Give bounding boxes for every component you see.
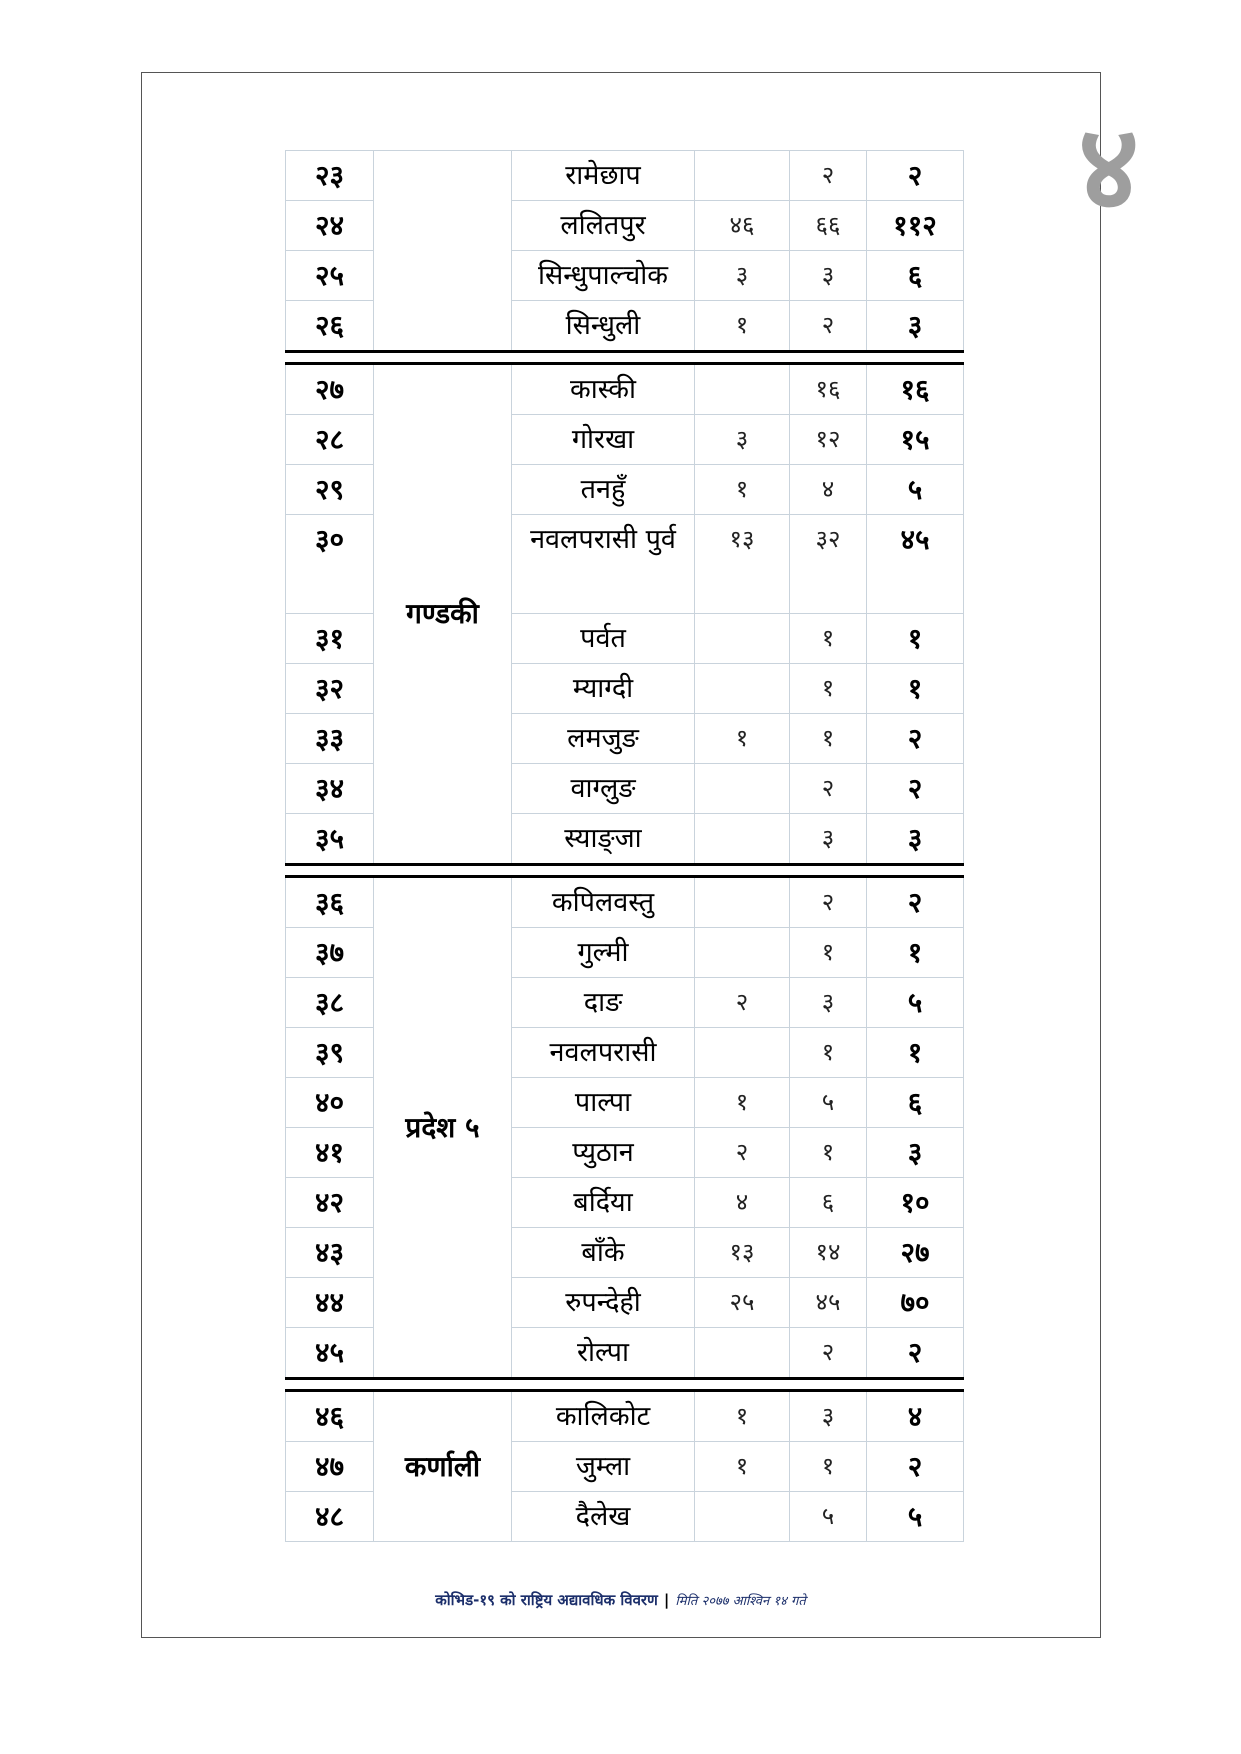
value-total: ६ bbox=[867, 251, 964, 301]
serial-number: ४३ bbox=[286, 1228, 374, 1278]
value-col-2: ४ bbox=[790, 465, 867, 515]
value-col-1 bbox=[695, 877, 790, 928]
section-divider bbox=[286, 352, 964, 364]
serial-number: २३ bbox=[286, 151, 374, 201]
serial-number: ३९ bbox=[286, 1028, 374, 1078]
value-col-2: २ bbox=[790, 1328, 867, 1379]
covid-district-table bbox=[285, 150, 964, 1542]
value-col-1 bbox=[695, 1328, 790, 1379]
serial-number: २९ bbox=[286, 465, 374, 515]
value-col-1: १ bbox=[695, 301, 790, 352]
value-col-2: १ bbox=[790, 714, 867, 764]
value-col-1: १३ bbox=[695, 515, 790, 614]
value-total: १ bbox=[867, 928, 964, 978]
value-col-1 bbox=[695, 364, 790, 415]
serial-number: ४४ bbox=[286, 1278, 374, 1328]
value-col-2: २ bbox=[790, 151, 867, 201]
district-name: गुल्मी bbox=[512, 928, 695, 978]
value-col-1 bbox=[695, 1028, 790, 1078]
value-col-1 bbox=[695, 814, 790, 865]
value-total: ४ bbox=[867, 1391, 964, 1442]
serial-number: ३८ bbox=[286, 978, 374, 1028]
section-divider bbox=[286, 865, 964, 877]
district-name: सिन्धुपाल्चोक bbox=[512, 251, 695, 301]
district-name: गोरखा bbox=[512, 415, 695, 465]
value-col-2: ६ bbox=[790, 1178, 867, 1228]
value-col-1: ४६ bbox=[695, 201, 790, 251]
value-col-2: १ bbox=[790, 664, 867, 714]
district-name: ललितपुर bbox=[512, 201, 695, 251]
value-col-2: १२ bbox=[790, 415, 867, 465]
district-name: नवलपरासी bbox=[512, 1028, 695, 1078]
value-total: ५ bbox=[867, 465, 964, 515]
district-name: कास्की bbox=[512, 364, 695, 415]
value-total: ११२ bbox=[867, 201, 964, 251]
district-name: तनहुँ bbox=[512, 465, 695, 515]
value-col-1: ३ bbox=[695, 415, 790, 465]
district-name: स्याङ्जा bbox=[512, 814, 695, 865]
value-total: १६ bbox=[867, 364, 964, 415]
district-name: सिन्धुली bbox=[512, 301, 695, 352]
district-name: रुपन्देही bbox=[512, 1278, 695, 1328]
page-footer bbox=[0, 1590, 1241, 1610]
table-row bbox=[286, 151, 964, 201]
district-name: रामेछाप bbox=[512, 151, 695, 201]
value-total: ३ bbox=[867, 301, 964, 352]
district-name: म्याग्दी bbox=[512, 664, 695, 714]
value-col-2: १ bbox=[790, 1442, 867, 1492]
value-col-1 bbox=[695, 664, 790, 714]
district-name: कालिकोट bbox=[512, 1391, 695, 1442]
footer-separator: | bbox=[663, 1591, 670, 1609]
district-name: दैलेख bbox=[512, 1492, 695, 1542]
serial-number: ३० bbox=[286, 515, 374, 614]
serial-number: ३२ bbox=[286, 664, 374, 714]
province-cell bbox=[374, 151, 512, 352]
table-row bbox=[286, 364, 964, 415]
value-col-2: ३ bbox=[790, 978, 867, 1028]
value-total: ३ bbox=[867, 1128, 964, 1178]
value-col-2: १ bbox=[790, 614, 867, 664]
province-name: प्रदेश ५ bbox=[374, 877, 512, 1379]
province-name: कर्णाली bbox=[374, 1391, 512, 1542]
serial-number: ३१ bbox=[286, 614, 374, 664]
value-col-2: ५ bbox=[790, 1492, 867, 1542]
footer-title: कोभिड-१९ को राष्ट्रिय अद्यावधिक विवरण bbox=[435, 1591, 658, 1609]
value-col-1 bbox=[695, 151, 790, 201]
value-col-1: २ bbox=[695, 978, 790, 1028]
serial-number: ४२ bbox=[286, 1178, 374, 1228]
district-name: बर्दिया bbox=[512, 1178, 695, 1228]
serial-number: २८ bbox=[286, 415, 374, 465]
serial-number: ४५ bbox=[286, 1328, 374, 1379]
value-total: ५ bbox=[867, 1492, 964, 1542]
value-total: ४५ bbox=[867, 515, 964, 614]
value-col-1: १ bbox=[695, 465, 790, 515]
value-col-1: १३ bbox=[695, 1228, 790, 1278]
value-col-2: ५ bbox=[790, 1078, 867, 1128]
table-body bbox=[286, 151, 964, 1542]
district-name: दाङ bbox=[512, 978, 695, 1028]
serial-number: २७ bbox=[286, 364, 374, 415]
value-total: १ bbox=[867, 614, 964, 664]
value-total: १ bbox=[867, 1028, 964, 1078]
value-total: २ bbox=[867, 1442, 964, 1492]
serial-number: ३३ bbox=[286, 714, 374, 764]
value-col-2: ३ bbox=[790, 814, 867, 865]
serial-number: ४८ bbox=[286, 1492, 374, 1542]
value-col-2: ६६ bbox=[790, 201, 867, 251]
value-col-1 bbox=[695, 764, 790, 814]
value-col-1: १ bbox=[695, 1391, 790, 1442]
value-col-2: १ bbox=[790, 928, 867, 978]
value-total: १ bbox=[867, 664, 964, 714]
district-name: वाग्लुङ bbox=[512, 764, 695, 814]
value-col-1 bbox=[695, 614, 790, 664]
value-total: २ bbox=[867, 714, 964, 764]
value-col-1 bbox=[695, 1492, 790, 1542]
value-total: ५ bbox=[867, 978, 964, 1028]
value-col-2: ३ bbox=[790, 1391, 867, 1442]
serial-number: ३४ bbox=[286, 764, 374, 814]
value-col-2: ३२ bbox=[790, 515, 867, 614]
value-col-2: १ bbox=[790, 1028, 867, 1078]
district-name: पाल्पा bbox=[512, 1078, 695, 1128]
serial-number: ३६ bbox=[286, 877, 374, 928]
value-total: २७ bbox=[867, 1228, 964, 1278]
page-number: ४ bbox=[1078, 98, 1140, 236]
value-total: ३ bbox=[867, 814, 964, 865]
serial-number: २६ bbox=[286, 301, 374, 352]
value-total: १० bbox=[867, 1178, 964, 1228]
district-name: जुम्ला bbox=[512, 1442, 695, 1492]
serial-number: ४१ bbox=[286, 1128, 374, 1178]
value-col-2: ३ bbox=[790, 251, 867, 301]
value-total: २ bbox=[867, 877, 964, 928]
value-col-1: २५ bbox=[695, 1278, 790, 1328]
serial-number: ४० bbox=[286, 1078, 374, 1128]
value-col-2: १६ bbox=[790, 364, 867, 415]
value-col-2: ४५ bbox=[790, 1278, 867, 1328]
value-total: ६ bbox=[867, 1078, 964, 1128]
value-col-1: १ bbox=[695, 714, 790, 764]
value-col-1 bbox=[695, 928, 790, 978]
value-total: २ bbox=[867, 764, 964, 814]
district-name: रोल्पा bbox=[512, 1328, 695, 1379]
district-name: कपिलवस्तु bbox=[512, 877, 695, 928]
value-total: १५ bbox=[867, 415, 964, 465]
value-col-2: २ bbox=[790, 764, 867, 814]
value-total: ७० bbox=[867, 1278, 964, 1328]
serial-number: ४६ bbox=[286, 1391, 374, 1442]
section-divider bbox=[286, 1379, 964, 1391]
serial-number: ३५ bbox=[286, 814, 374, 865]
value-total: २ bbox=[867, 151, 964, 201]
value-col-1: १ bbox=[695, 1442, 790, 1492]
district-name: पर्वत bbox=[512, 614, 695, 664]
value-col-1: ४ bbox=[695, 1178, 790, 1228]
district-name: लमजुङ bbox=[512, 714, 695, 764]
value-col-1: २ bbox=[695, 1128, 790, 1178]
value-col-2: १ bbox=[790, 1128, 867, 1178]
serial-number: ३७ bbox=[286, 928, 374, 978]
footer-date: मिति २०७७ आश्विन १४ गते bbox=[675, 1594, 806, 1609]
serial-number: २४ bbox=[286, 201, 374, 251]
serial-number: ४७ bbox=[286, 1442, 374, 1492]
value-col-1: १ bbox=[695, 1078, 790, 1128]
serial-number: २५ bbox=[286, 251, 374, 301]
value-col-2: १४ bbox=[790, 1228, 867, 1278]
value-col-2: २ bbox=[790, 877, 867, 928]
table-row bbox=[286, 877, 964, 928]
district-name: प्युठान bbox=[512, 1128, 695, 1178]
district-name: बाँके bbox=[512, 1228, 695, 1278]
table-row bbox=[286, 1391, 964, 1442]
province-name: गण्डकी bbox=[374, 364, 512, 865]
value-col-2: २ bbox=[790, 301, 867, 352]
district-name: नवलपरासी पुर्व bbox=[512, 515, 695, 614]
value-total: २ bbox=[867, 1328, 964, 1379]
value-col-1: ३ bbox=[695, 251, 790, 301]
